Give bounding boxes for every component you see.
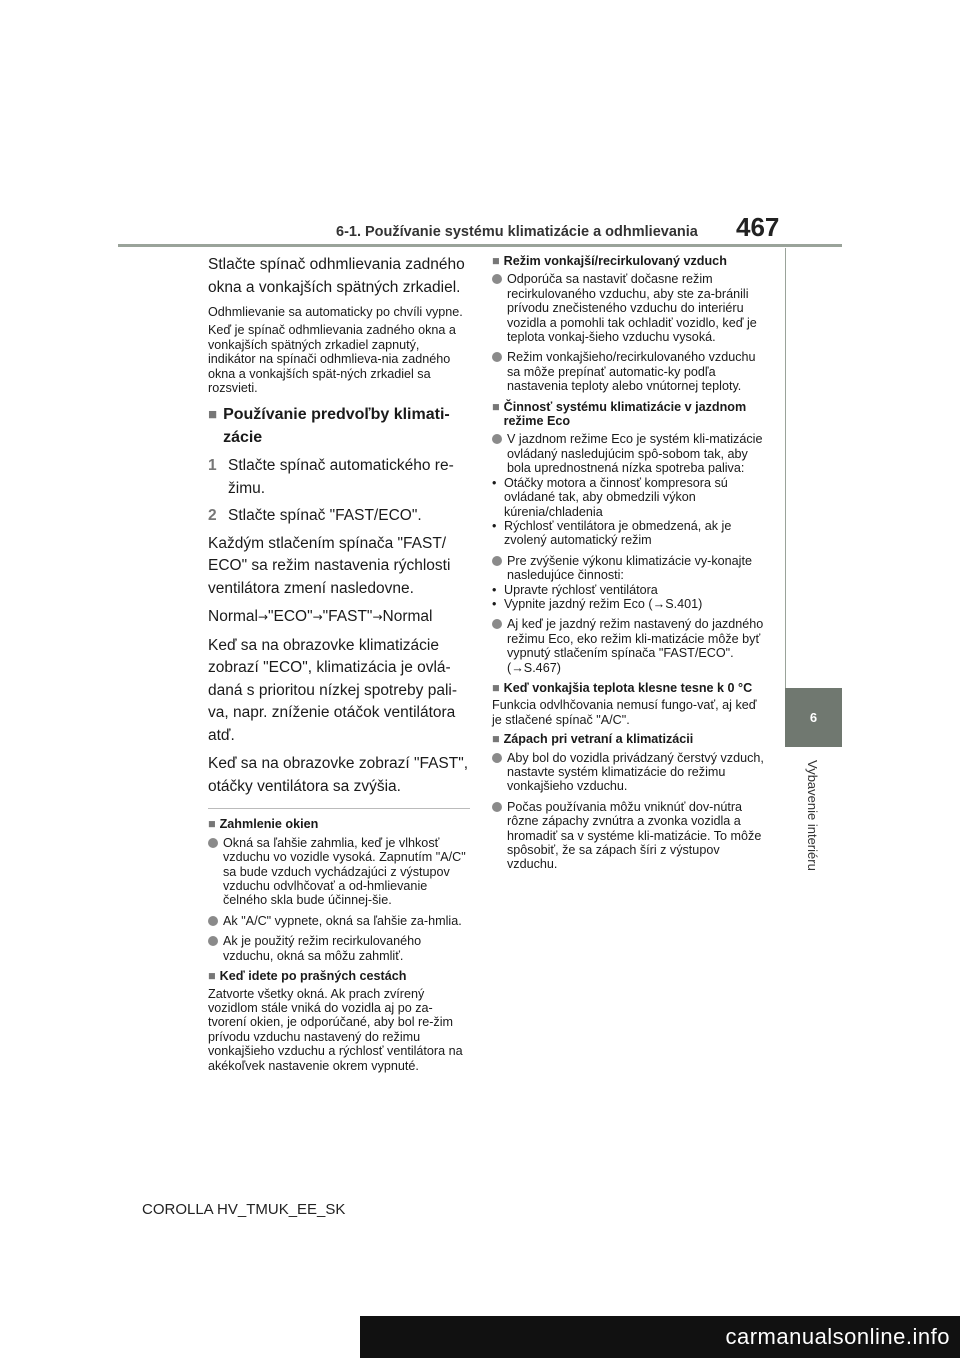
list-item bbox=[208, 934, 470, 963]
fast-text: Keď sa na obrazovke zobrazí "FAST", otáčky ventilátora sa zvýšia. bbox=[208, 755, 469, 795]
bullet-icon bbox=[492, 274, 502, 284]
list-item bbox=[492, 800, 764, 872]
heading-air-mode-text: Režim vonkajší/recirkulovaný vzduch bbox=[503, 254, 727, 268]
bullet-icon bbox=[492, 753, 502, 763]
sub-item-text: Rýchlosť ventilátora je obmedzená, ak je zvolený automatický režim bbox=[504, 518, 732, 548]
heading-fog bbox=[208, 817, 470, 831]
bullet-icon bbox=[492, 352, 502, 362]
step-1 bbox=[208, 455, 470, 500]
list-item-text: Aj keď je jazdný režim nastavený do jazdného režimu Eco, eko režim kli-matizácie môže byť vypnutý stlačením spínača "FAST/ECO". (→S.467) bbox=[507, 617, 764, 675]
heading-dust-text: Keď idete po prašných cestách bbox=[219, 969, 407, 984]
section-title: 6-1. Používanie systému klimatizácie a odhmlievania bbox=[336, 224, 698, 240]
step-number: 2 bbox=[208, 507, 217, 525]
mode-normal: Normal bbox=[208, 608, 258, 626]
fan-mode-text: Každým stlačením spínača "FAST/ ECO" sa režim nastavenia rýchlosti ventilátora zmení nasledovne. bbox=[208, 534, 451, 597]
heading-preset bbox=[208, 403, 470, 449]
bullet-icon bbox=[208, 838, 218, 848]
eco-text: Keď sa na obrazovke klimatizácie zobrazí "ECO", klimatizácia je ovlá-daná s prioritou nízkej spotreby pali-va, napr. zníženie otáčok ventilátora atď. bbox=[208, 636, 457, 744]
square-marker-icon: ■ bbox=[208, 969, 216, 984]
square-marker-icon: ■ bbox=[492, 254, 500, 268]
bullet-icon bbox=[208, 936, 218, 946]
list-item-text: Počas používania môžu vniknúť dov-nútra rôzne zápachy zvnútra a zvonka vozidla a hromadiť sa v systéme kli-matizácie. To môže spôsobiť, že sa zápach šíri z výstupov vzduchu. bbox=[507, 799, 762, 872]
sub-bullet-icon: • bbox=[492, 596, 497, 611]
heading-eco-mode bbox=[492, 400, 764, 429]
bullet-icon bbox=[208, 916, 218, 926]
list-item bbox=[492, 751, 764, 794]
mode-fast: "FAST" bbox=[322, 608, 373, 626]
list-item bbox=[208, 914, 470, 928]
sub-item bbox=[492, 519, 764, 548]
sub-item bbox=[492, 597, 764, 611]
list-item-text: Pre zvýšenie výkonu klimatizácie vy-konajte nasledujúce činnosti: bbox=[507, 553, 752, 583]
list-item bbox=[492, 432, 764, 475]
footer-model: COROLLA HV_TMUK_EE_SK bbox=[142, 1201, 346, 1218]
step-2 bbox=[208, 505, 470, 528]
list-item bbox=[492, 617, 764, 675]
heading-smell-text: Zápach pri vetraní a klimatizácii bbox=[503, 732, 694, 747]
mode-sequence bbox=[208, 606, 470, 629]
heading-fog-text: Zahmlenie okien bbox=[219, 817, 319, 832]
heading-air-mode bbox=[492, 254, 764, 268]
intro-text: Stlačte spínač odhmlievania zadného okna a vonkajších spätných zrkadiel. bbox=[208, 256, 465, 296]
cold-text: Funkcia odvlhčovania nemusí fungo-vať, aj keď je stlačené spínač "A/C". bbox=[492, 698, 757, 727]
list-item-text: Odporúča sa nastaviť dočasne režim recirkulovaného vzduchu, aby ste za-bránili prívodu znečisteného vzduchu do interiéru vozidla a pomohli tak ochladiť vozidlo, keď je teplota vonkaj-šieho vzduchu vysoká. bbox=[507, 272, 757, 345]
note-indicator: Keď je spínač odhmlievania zadného okna a vonkajších spätných zrkadiel zapnutý, indikátor na spínači odhmlieva-nia zadného okna a vonkajších spät-ných zrkadiel sa rozsvieti. bbox=[208, 323, 456, 396]
heading-eco-mode-text: Činnosť systému klimatizácie v jazdnom režime Eco bbox=[503, 399, 747, 429]
sub-item-text: Otáčky motora a činnosť kompresora sú ovládané tak, aby obmedzili výkon kúrenia/chladenia bbox=[504, 475, 728, 519]
square-marker-icon: ■ bbox=[492, 680, 500, 695]
sub-item-text: Vypnite jazdný režim Eco (→S.401) bbox=[504, 596, 703, 611]
right-column bbox=[492, 254, 764, 878]
arrow-icon: → bbox=[312, 610, 323, 625]
chapter-label: Vybavenie interiéru bbox=[805, 760, 820, 871]
sub-item bbox=[492, 583, 764, 597]
heading-cold-text: Keď vonkajšia teplota klesne tesne k 0 °C bbox=[503, 680, 753, 695]
header-rule bbox=[118, 244, 842, 247]
bullet-icon bbox=[492, 619, 502, 629]
heading-smell bbox=[492, 732, 764, 746]
sub-bullet-icon: • bbox=[492, 475, 497, 490]
list-item-text: V jazdnom režime Eco je systém kli-matizácie ovládaný nasledujúcim spô-sobom tak, aby bola uprednostnená nízka spotreba paliva: bbox=[507, 432, 763, 476]
square-marker-icon: ■ bbox=[208, 817, 216, 832]
page-number: 467 bbox=[736, 212, 780, 242]
mode-eco: "ECO" bbox=[268, 608, 313, 626]
bullet-icon bbox=[492, 556, 502, 566]
sub-item bbox=[492, 476, 764, 519]
list-item-text: Režim vonkajšieho/recirkulovaného vzduchu sa môže prepínať automatic-ky podľa nastavenia teploty alebo vnútornej teploty. bbox=[507, 350, 756, 394]
arrow-icon: → bbox=[372, 610, 383, 625]
list-item-text: Ak "A/C" vypnete, okná sa ľahšie za-hmlia. bbox=[223, 913, 462, 928]
bullet-icon bbox=[492, 802, 502, 812]
heading-preset-text: Používanie predvoľby klimati-zácie bbox=[223, 406, 450, 447]
dust-text: Zatvorte všetky okná. Ak prach zvírený vozidlom stále vniká do vozidla aj po za-tvorení okien, je odporúčané, aby bol re-žim prívodu vzduchu nastavený do režimu vonkajšieho vzduchu a rýchlosť ventilátora na akékoľvek nastavenie okrem vypnuté. bbox=[208, 986, 463, 1073]
watermark[interactable]: carmanualsonline.info bbox=[360, 1316, 960, 1358]
heading-cold bbox=[492, 681, 764, 695]
mode-normal-end: Normal bbox=[382, 608, 433, 626]
step-text: Stlačte spínač "FAST/ECO". bbox=[228, 507, 422, 525]
list-item bbox=[492, 272, 764, 344]
list-item-text: Aby bol do vozidla privádzaný čerstvý vzduch, nastavte systém klimatizácie do režimu vonkajšieho vzduchu. bbox=[507, 750, 764, 794]
sub-bullet-icon: • bbox=[492, 518, 497, 533]
square-marker-icon: ■ bbox=[492, 732, 500, 747]
list-item bbox=[492, 554, 764, 583]
chapter-tab: 6 bbox=[785, 688, 842, 747]
left-column bbox=[208, 254, 470, 1077]
sub-item-text: Upravte rýchlosť ventilátora bbox=[504, 582, 658, 597]
heading-dust bbox=[208, 969, 470, 983]
list-item-text: Okná sa ľahšie zahmlia, keď je vlhkosť vzduchu vo vozidle vysoká. Zapnutím "A/C" sa bude vzduch vychádzajúci z výstupov vzduchu odvlhčovať a od-hmlievanie čelného skla bude účinnej-šie. bbox=[223, 835, 466, 908]
bullet-icon bbox=[492, 434, 502, 444]
list-item bbox=[492, 350, 764, 393]
square-marker-icon: ■ bbox=[208, 406, 218, 424]
note-auto-off: Odhmlievanie sa automaticky po chvíli vypne. bbox=[208, 305, 463, 319]
divider bbox=[208, 808, 470, 809]
side-divider bbox=[785, 248, 786, 688]
step-number: 1 bbox=[208, 457, 217, 475]
step-text: Stlačte spínač automatického re-žimu. bbox=[228, 457, 454, 497]
square-marker-icon: ■ bbox=[492, 399, 500, 414]
list-item bbox=[208, 836, 470, 908]
list-item-text: Ak je použitý režim recirkulovaného vzduchu, okná sa môžu zahmliť. bbox=[223, 934, 422, 963]
sub-bullet-icon: • bbox=[492, 582, 497, 597]
arrow-icon: → bbox=[257, 610, 269, 625]
